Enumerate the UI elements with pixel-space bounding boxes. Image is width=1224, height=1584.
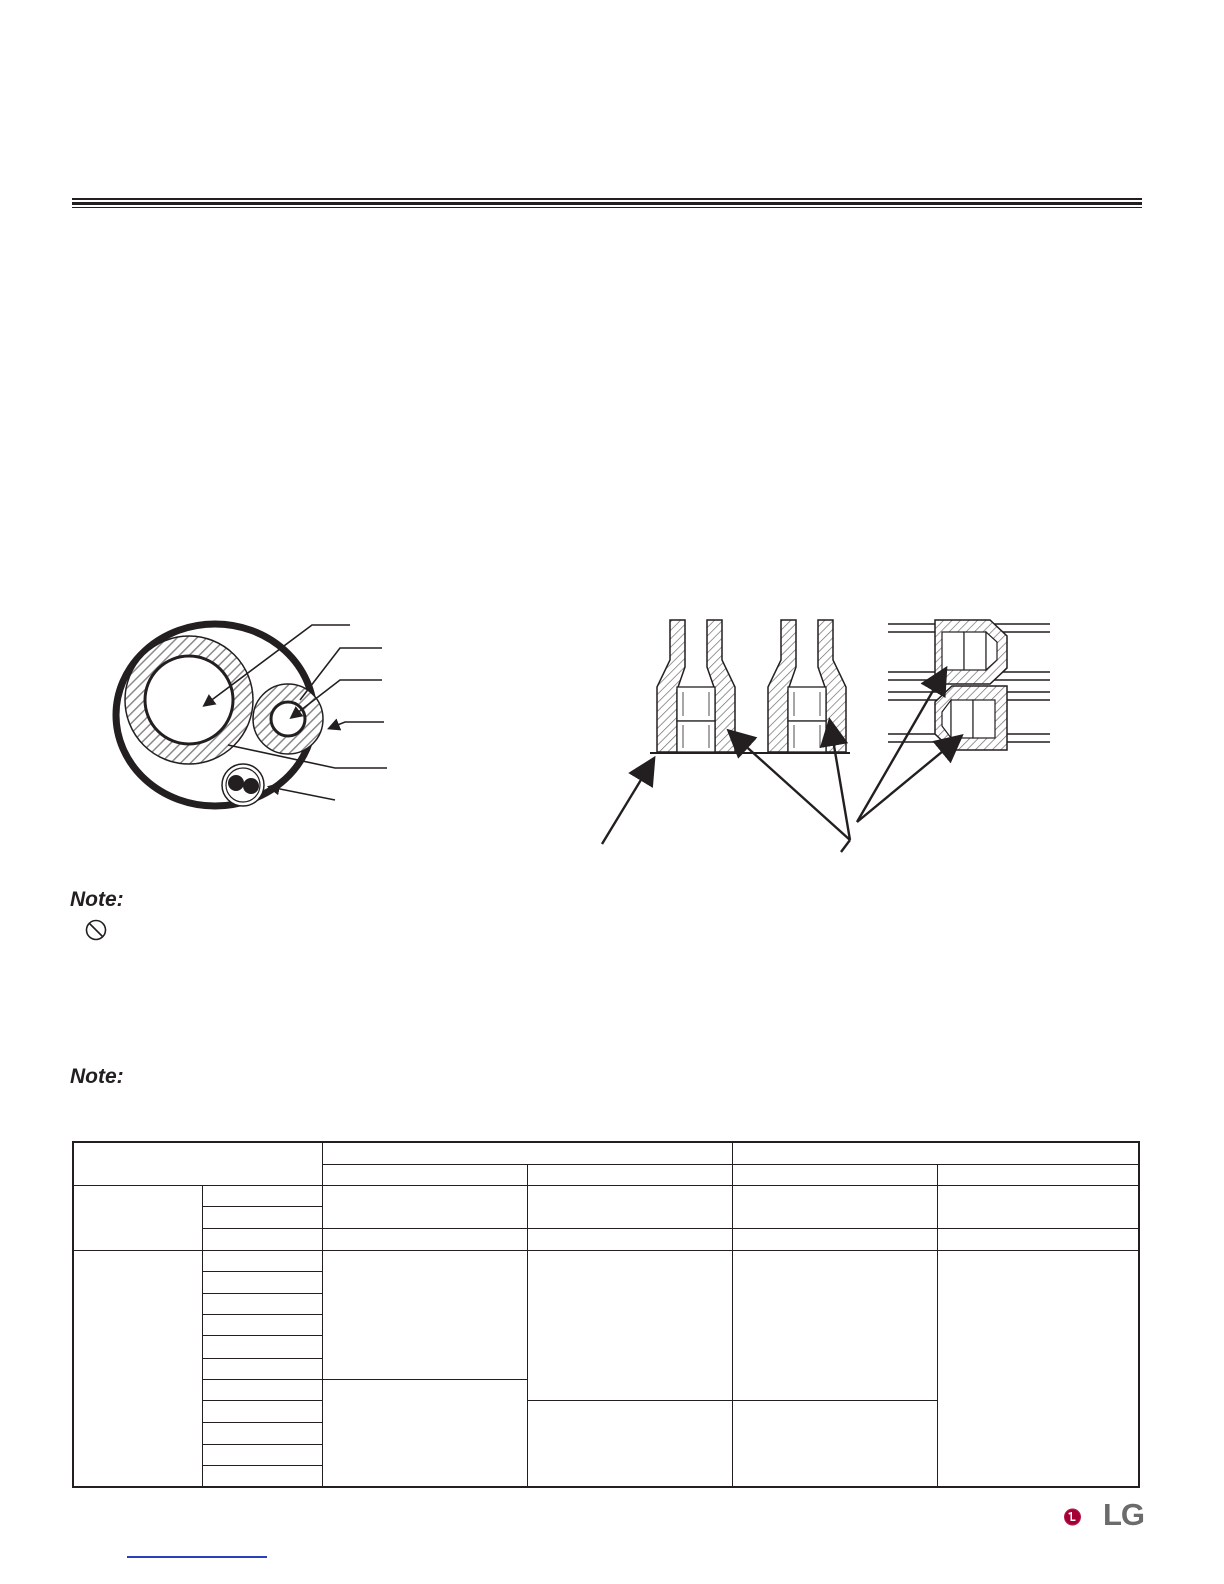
table-cell xyxy=(202,1423,322,1444)
table-subheader xyxy=(322,1164,527,1185)
table-cell xyxy=(732,1251,937,1401)
pipe-bundle-diagram xyxy=(100,605,500,865)
note-2-label: Note: xyxy=(70,1065,124,1088)
pointer-base xyxy=(602,760,653,844)
small-pipe xyxy=(271,702,305,736)
table-cell xyxy=(937,1186,1139,1229)
table-cell xyxy=(202,1444,322,1465)
table-cell xyxy=(732,1228,937,1250)
lg-logo-icon xyxy=(1063,1498,1103,1536)
table-cell xyxy=(527,1228,732,1250)
table-subheader xyxy=(937,1164,1139,1185)
cable-core-1 xyxy=(228,775,244,791)
table-cell xyxy=(202,1186,322,1207)
table-group-b-label xyxy=(73,1251,202,1487)
table-cell xyxy=(322,1379,527,1487)
table-cell xyxy=(732,1186,937,1229)
table-cell xyxy=(937,1228,1139,1250)
table-cell xyxy=(202,1228,322,1250)
prohibition-icon xyxy=(84,918,108,942)
large-pipe xyxy=(145,656,233,744)
table-header-group-2 xyxy=(732,1142,1139,1164)
footer-link-underline[interactable] xyxy=(127,1556,267,1558)
union-bottom xyxy=(888,686,1050,750)
table-cell xyxy=(202,1314,322,1335)
table-header-corner xyxy=(73,1142,322,1186)
union-top xyxy=(888,620,1050,684)
leader-6 xyxy=(270,787,335,800)
table-cell xyxy=(527,1401,732,1487)
pointer-d xyxy=(857,737,960,822)
table-cell xyxy=(202,1358,322,1379)
table-subheader xyxy=(527,1164,732,1185)
table-cell xyxy=(202,1336,322,1358)
table-cell xyxy=(732,1401,937,1487)
lg-logo-text: LG xyxy=(1103,1497,1145,1532)
table-cell xyxy=(322,1251,527,1380)
table-cell xyxy=(202,1401,322,1423)
header-rule-bottom xyxy=(72,207,1142,208)
table-cell xyxy=(202,1251,322,1272)
note-1-label: Note: xyxy=(70,888,124,911)
table-cell xyxy=(202,1207,322,1228)
fitting-section-diagram xyxy=(595,612,1065,857)
spec-table xyxy=(72,1141,1140,1488)
table-cell xyxy=(322,1228,527,1250)
table-cell xyxy=(527,1186,732,1229)
table-header-group-1 xyxy=(322,1142,732,1164)
header-rule-middle xyxy=(72,202,1142,205)
header-rule-top xyxy=(72,198,1142,200)
leader-4 xyxy=(330,722,384,728)
table-group-a-label xyxy=(73,1186,202,1251)
table-cell xyxy=(202,1293,322,1314)
table-cell xyxy=(202,1466,322,1487)
table-cell xyxy=(937,1251,1139,1487)
pointer-c xyxy=(857,670,945,822)
table-subheader xyxy=(732,1164,937,1185)
table-cell xyxy=(202,1272,322,1293)
table-cell xyxy=(202,1379,322,1400)
fitting-b xyxy=(768,620,846,752)
cable-core-2 xyxy=(243,778,259,794)
table-cell xyxy=(527,1251,732,1401)
table-cell xyxy=(322,1186,527,1229)
fitting-a xyxy=(657,620,735,752)
